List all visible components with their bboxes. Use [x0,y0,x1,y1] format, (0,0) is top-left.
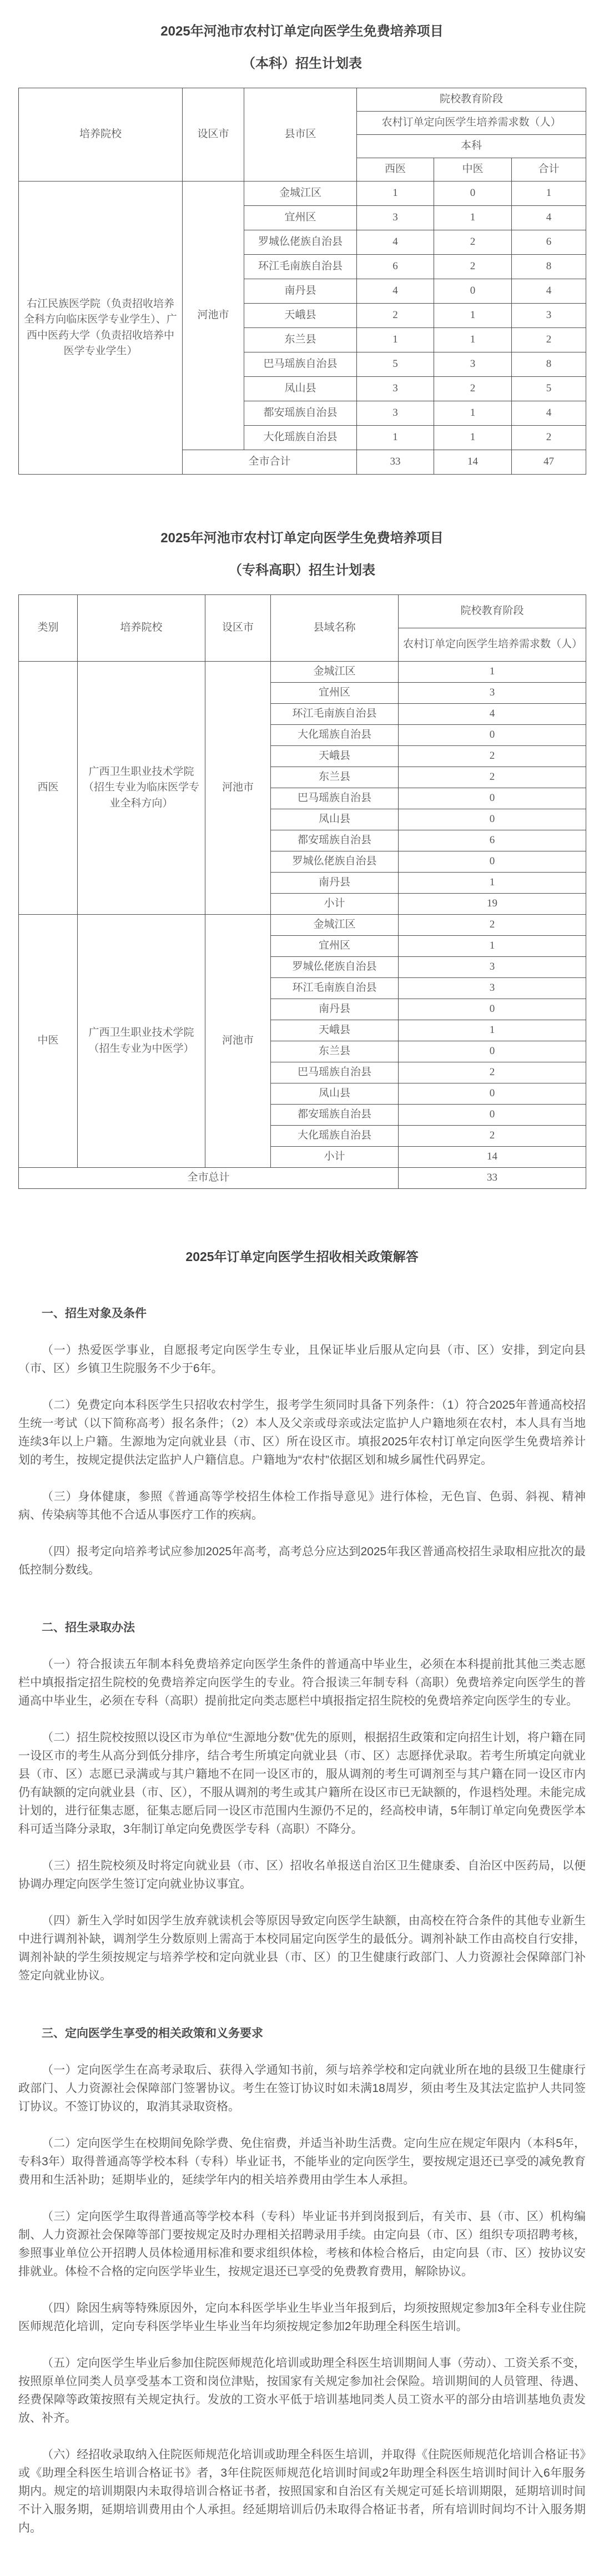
county-cell: 环江毛南族自治县 [244,255,357,279]
policy-paragraph: （一）符合报读五年制本科免费培养定向医学生条件的普通高中毕业生，必须在本科提前批其他三类志愿栏中填报指定招生院校的免费培养定向医学生的专业。符合报读三年制专科（高职）免费培养定向医学生的普通高中毕业生，必须在专科（高职）提前批定向类志愿栏中填报指定招生院校的免费培养定向医学生的专业。 [18,1658,586,1707]
tcm-total-cell: 14 [434,450,512,475]
college-plan-table [18,594,586,1189]
school-cell: 右江民族医学院（负责招收培养全科方向临床医学专业学生）、广西中医药大学（负责招收培养中医学专业学生） [19,182,183,475]
city-total-label-cell: 全市合计 [183,450,357,475]
policy-paragraph: （二）免费定向本科医学生只招收农村学生，报考学生须同时具备下列条件：（1）符合2025年普通高校招生统一考试（以下简称高考）报名条件；（2）本人及父亲或母亲或法定监护人户籍地须在农村，本人具有当地连续3年以上户籍。生源地为定向就业县（市、区）所在设区市。填报2025年农村订单定向医学生免费培养计划的考生，按规定提供法定监护人户籍信息。户籍地为“农村”依据区划和城乡属性代码界定。 [18,1399,586,1466]
west-value-cell: 1 [357,182,434,206]
table-row [19,1168,586,1189]
table-row [19,182,586,206]
county-cell: 南丹县 [271,999,399,1020]
west-value-cell: 2 [357,304,434,328]
value-cell: 0 [399,851,586,873]
county-cell: 宜州区 [244,206,357,230]
subtotal-label-cell: 小计 [271,894,399,915]
county-cell: 环江毛南族自治县 [271,978,399,999]
undergrad-table-title [18,16,586,80]
value-cell: 3 [399,683,586,704]
value-cell: 0 [399,788,586,809]
county-cell: 南丹县 [244,279,357,304]
west-value-cell: 6 [357,255,434,279]
value-cell: 2 [399,746,586,767]
county-cell: 天峨县 [244,304,357,328]
county-cell: 南丹县 [271,873,399,894]
total-value-cell: 4 [512,279,586,304]
policy-paragraph: （二）招生院校按照以设区市为单位“生源地分数”优先的原则，根据招生政策和定向招生计划，将户籍在同一设区市的考生从高分到低分排序，结合考生所填定向就业县（市、区）志愿择优录取。若考生所填定向就业县（市、区）志愿已录满或与其户籍地不在同一设区市的，服从调剂的考生可调剂至与其户籍在同一设区市内仍有缺额的定向就业县（市、区），不服从调剂的考生或其户籍所在设区市已无缺额的，作退档处理。未能完成计划的，进行征集志愿，征集志愿后同一设区市范围内生源仍不足的，经高校申请，5年制订单定向免费医学本科可适当降分录取，3年制订单定向免费医学专科（高职）不降分。 [18,1731,586,1836]
city-cell: 河池市 [205,915,271,1168]
college-table-title-line2: （专科高职）招生计划表 [229,563,375,578]
header-tcm: 中医 [434,158,512,182]
county-cell: 凤山县 [271,1083,399,1105]
policy-sections [18,1305,586,2537]
city-cell: 河池市 [183,182,244,450]
total-value-cell: 8 [512,352,586,377]
section-heading: 三、定向医学生享受的相关政策和义务要求 [42,2027,263,2040]
county-cell: 罗城仫佬族自治县 [271,851,399,873]
total-value-cell: 4 [512,206,586,230]
county-cell: 大化瑶族自治县 [271,725,399,746]
west-value-cell: 1 [357,426,434,450]
county-cell: 巴马瑶族自治县 [244,352,357,377]
total-value-cell: 2 [512,426,586,450]
header-county: 县域名称 [271,595,399,662]
value-cell: 4 [399,704,586,725]
undergrad-table-title-line2: （本科）招生计划表 [242,56,362,71]
tcm-value-cell: 0 [434,279,512,304]
header-level: 本科 [357,135,586,158]
tcm-value-cell: 0 [434,182,512,206]
header-total: 合计 [512,158,586,182]
header-school: 培养院校 [78,595,205,662]
header-city: 设区市 [183,88,244,182]
west-value-cell: 1 [357,328,434,352]
total-value-cell: 2 [512,328,586,352]
policy-paragraph: （三）身体健康，参照《普通高等学校招生体检工作指导意见》进行体检，无色盲、色弱、斜视、精神病、传染病等其他不合适从事医疗工作的疾病。 [18,1490,586,1521]
county-cell: 都安瑶族自治县 [271,830,399,851]
table-header-row [19,595,586,628]
west-value-cell: 3 [357,377,434,401]
county-cell: 大化瑶族自治县 [244,426,357,450]
tcm-value-cell: 2 [434,377,512,401]
total-value-cell: 6 [512,230,586,255]
west-total-cell: 33 [357,450,434,475]
tcm-value-cell: 3 [434,352,512,377]
county-cell: 巴马瑶族自治县 [271,788,399,809]
value-cell: 2 [399,767,586,788]
county-cell: 巴马瑶族自治县 [271,1062,399,1083]
undergrad-table-title-line1: 2025年河池市农村订单定向医学生免费培养项目 [160,24,444,39]
policy-paragraph: （四）新生入学时如因学生放弃就读机会等原因导致定向医学生缺额，由高校在符合条件的其他专业新生中进行调剂补缺，调剂学生分数原则上需高于本校同届定向医学生的最低分。调剂补缺工作由高校自行安排，调剂补缺的学生须按规定与培养学校和定向就业县（市、区）的卫生健康行政部门、人力资源社会保障部门补签定向就业协议。 [18,1914,586,1982]
value-cell: 0 [399,809,586,830]
undergrad-plan-table [18,88,586,475]
value-cell: 0 [399,725,586,746]
category-cell: 中医 [19,915,78,1168]
county-cell: 都安瑶族自治县 [244,401,357,426]
west-value-cell: 4 [357,279,434,304]
grand-total-cell: 47 [512,450,586,475]
county-cell: 金城江区 [271,662,399,683]
policy-paragraph: （六）经招收录取纳入住院医师规范化培训或助理全科医生培训，并取得《住院医师规范化培训合格证书》或《助理全科医生培训合格证书》者，3年住院医师规范化培训时间或2年助理全科医生培训时间计入6年服务期内。规定的培训期限内未取得培训合格证书者，按照国家和自治区有关规定可延长培训期限，延期培训时间不计入服务期，延期培训费用由个人承担。经延期培训后仍未取得合格证书者，所有培训时间均不计入服务期内。 [18,2448,586,2534]
county-cell: 天峨县 [271,1020,399,1041]
city-cell: 河池市 [205,662,271,915]
section-heading: 一、招生对象及条件 [42,1307,147,1320]
value-cell: 0 [399,1083,586,1105]
total-value-cell: 4 [512,401,586,426]
policy-paragraph: （四）报考定向培养考试应参加2025年高考，高考总分应达到2025年我区普通高校招生录取相应批次的最低控制分数线。 [18,1545,586,1576]
header-west: 西医 [357,158,434,182]
college-table-title [18,522,586,587]
subtotal-value-cell: 14 [399,1147,586,1168]
policy-paragraph: （五）定向医学生毕业后参加住院医师规范化培训或助理全科医生培训期间人事（劳动）、工资关系不变，按照原单位同类人员享受基本工资和岗位津贴，按国家有关规定参加社会保险。培训期间的人员管理、待遇、经费保障等政策按照有关规定执行。发放的工资水平低于培训基地同类人员工资水平的部分由培训基地负责发放、补齐。 [18,2357,586,2424]
county-cell: 罗城仫佬族自治县 [244,230,357,255]
policy-section [18,2025,586,2537]
table-header-row [19,88,586,112]
school-cell: 广西卫生职业技术学院（招生专业为临床医学专业全科方向） [78,662,205,915]
subtotal-label-cell: 小计 [271,1147,399,1168]
section-heading: 二、招生录取办法 [42,1621,135,1634]
policy-paragraph: （三）定向医学生取得普通高等学校本科（专科）毕业证书并到岗报到后，有关市、县（市、区）机构编制、人力资源社会保障等部门要按规定及时办理相关招聘录用手续。由定向县（市、区）组织专项招聘考核，参照事业单位公开招聘人员体检通用标准和要求组织体检，考核和体检合格后，由定向县（市、区）按协议安排就业。体检不合格的定向医学毕业生，按规定退还已享受的免费教育费用，解除协议。 [18,2210,586,2278]
west-value-cell: 4 [357,230,434,255]
value-cell: 2 [399,1062,586,1083]
county-cell: 环江毛南族自治县 [271,704,399,725]
value-cell: 1 [399,1020,586,1041]
value-cell: 2 [399,915,586,936]
value-cell: 3 [399,978,586,999]
header-category: 类别 [19,595,78,662]
policy-paragraph: （一）定向医学生在高考录取后、获得入学通知书前，须与培养学校和定向就业所在地的县级卫生健康行政部门、人力资源社会保障部门签署协议。考生在签订协议时如未满18周岁，须由考生及其法定监护人共同签订协议。不签订协议的，取消其录取资格。 [18,2064,586,2113]
college-table-title-line1: 2025年河池市农村订单定向医学生免费培养项目 [160,531,444,546]
tcm-value-cell: 2 [434,255,512,279]
county-cell: 东兰县 [244,328,357,352]
total-value-cell: 5 [512,377,586,401]
value-cell: 0 [399,999,586,1020]
header-school: 培养院校 [19,88,183,182]
west-value-cell: 5 [357,352,434,377]
value-cell: 1 [399,936,586,957]
county-cell: 凤山县 [271,809,399,830]
total-value-cell: 3 [512,304,586,328]
policy-paragraph: （三）招生院校须及时将定向就业县（市、区）招收名单报送自治区卫生健康委、自治区中医药局，以便协调办理定向医学生签订定向就业协议事宜。 [18,1859,586,1891]
city-total-label-cell: 全市总计 [19,1168,399,1189]
county-cell: 都安瑶族自治县 [271,1105,399,1126]
value-cell: 3 [399,957,586,978]
county-cell: 金城江区 [244,182,357,206]
value-cell: 0 [399,1041,586,1062]
category-cell: 西医 [19,662,78,915]
value-cell: 6 [399,830,586,851]
header-stage: 院校教育阶段 [399,595,586,628]
subtotal-value-cell: 19 [399,894,586,915]
tcm-value-cell: 1 [434,426,512,450]
tcm-value-cell: 1 [434,328,512,352]
policy-paragraph: （二）定向医学生在校期间免除学费、免住宿费，并适当补助生活费。定向生应在规定年限内（本科5年，专科3年）取得普通高等学校本科（专科）毕业证书，不能毕业的定向医学生，要按规定退还已享受的减免教育费用和生活补助；延期毕业的，延续学年内的相关培养费用由学生本人承担。 [18,2137,586,2186]
value-cell: 1 [399,662,586,683]
table-row [19,662,586,683]
county-cell: 宜州区 [271,936,399,957]
header-demand: 农村订单定向医学生培养需求数（人） [357,112,586,135]
document-content [18,16,586,2537]
county-cell: 大化瑶族自治县 [271,1126,399,1147]
tcm-value-cell: 1 [434,304,512,328]
value-cell: 0 [399,1105,586,1126]
school-cell: 广西卫生职业技术学院（招生专业为中医学） [78,915,205,1168]
value-cell: 1 [399,873,586,894]
policy-paragraph: （四）除因生病等特殊原因外，定向本科医学毕业生毕业当年报到后，均须按照规定参加3年全科专业住院医师规范化培训，定向专科医学毕业生毕业当年均须按规定参加2年助理全科医生培训。 [18,2302,586,2333]
county-cell: 宜州区 [271,683,399,704]
west-value-cell: 3 [357,206,434,230]
table-row [19,915,586,936]
tcm-value-cell: 2 [434,230,512,255]
header-county: 县市区 [244,88,357,182]
policy-title: 2025年订单定向医学生招收相关政策解答 [185,1249,419,1264]
city-total-value-cell: 33 [399,1168,586,1189]
header-stage: 院校教育阶段 [357,88,586,112]
county-cell: 东兰县 [271,767,399,788]
policy-section [18,1305,586,1579]
tcm-value-cell: 1 [434,206,512,230]
west-value-cell: 3 [357,401,434,426]
header-demand: 农村订单定向医学生培养需求数（人） [399,628,586,662]
county-cell: 东兰县 [271,1041,399,1062]
total-value-cell: 1 [512,182,586,206]
county-cell: 罗城仫佬族自治县 [271,957,399,978]
county-cell: 天峨县 [271,746,399,767]
tcm-value-cell: 1 [434,401,512,426]
county-cell: 凤山县 [244,377,357,401]
total-value-cell: 8 [512,255,586,279]
policy-paragraph: （一）热爱医学事业，自愿报考定向医学生专业，且保证毕业后服从定向县（市、区）安排，到定向县（市、区）乡镇卫生院服务不少于6年。 [18,1344,586,1375]
value-cell: 2 [399,1126,586,1147]
header-city: 设区市 [205,595,271,662]
policy-section [18,1619,586,1985]
county-cell: 金城江区 [271,915,399,936]
